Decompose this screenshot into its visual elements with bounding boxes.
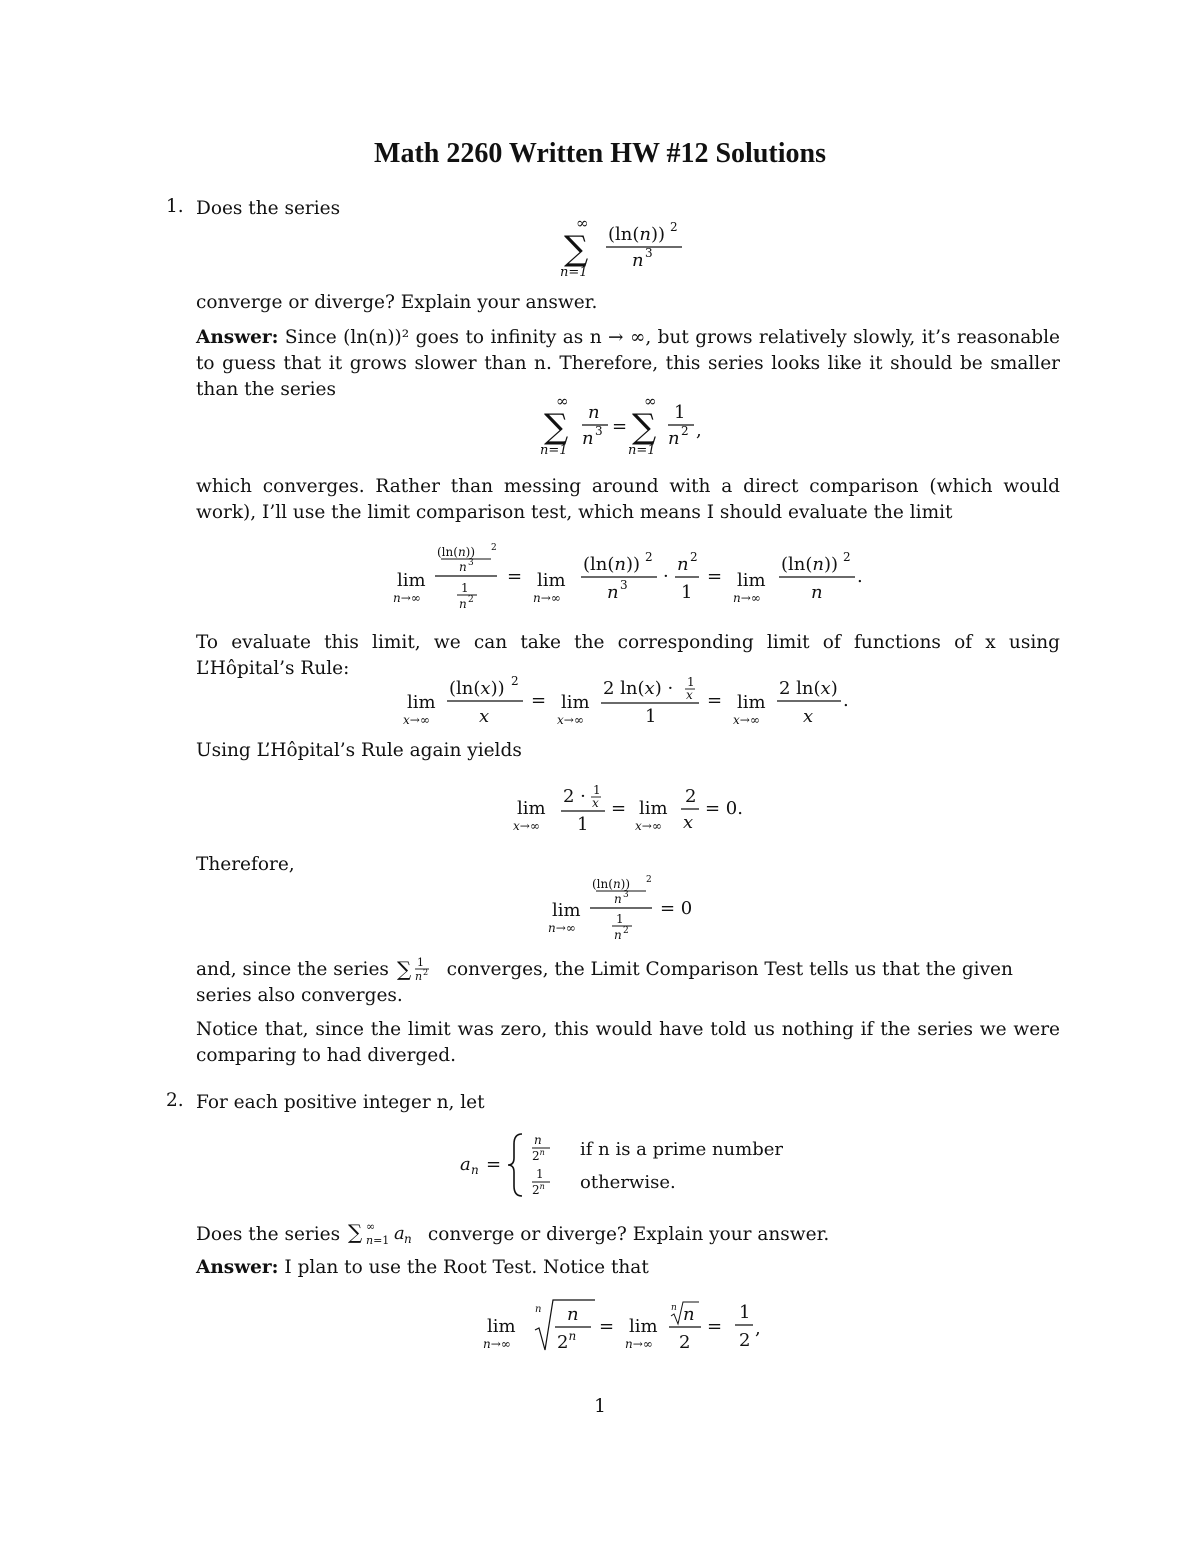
svg-text:n: n — [404, 1232, 412, 1246]
svg-text:1: 1 — [681, 582, 693, 603]
svg-text:2: 2 — [843, 550, 851, 564]
svg-text:n: n — [614, 928, 622, 942]
svg-text:x→∞: x→∞ — [513, 819, 540, 833]
inline-sum-1-over-n2 — [395, 956, 441, 982]
svg-text:a: a — [394, 1223, 405, 1244]
svg-text:=: = — [612, 416, 628, 437]
svg-text:2 ln(x) ·: 2 ln(x) · — [603, 678, 674, 699]
problem-1-answer-p7: Notice that, since the limit was zero, this would have told us nothing if the series we were comparing to had diverged. — [196, 1019, 1060, 1066]
svg-text:∑: ∑ — [396, 957, 412, 981]
svg-text:n: n — [671, 1303, 677, 1313]
svg-text:n→∞: n→∞ — [483, 1337, 511, 1351]
answer-p6-a: and, since the series — [196, 959, 389, 980]
svg-text:2 ·: 2 · — [563, 786, 586, 807]
svg-text:lim: lim — [537, 570, 566, 591]
svg-text:2: 2 — [670, 220, 678, 234]
svg-text:1: 1 — [593, 783, 601, 797]
svg-text:n: n — [567, 1304, 579, 1325]
svg-text:x→∞: x→∞ — [635, 819, 662, 833]
svg-text:=: = — [599, 1316, 615, 1337]
svg-text:n→∞: n→∞ — [548, 921, 576, 935]
svg-text:1: 1 — [416, 956, 424, 969]
svg-text:=: = — [611, 798, 627, 819]
svg-text:lim: lim — [639, 798, 668, 819]
equation-piecewise — [460, 1130, 820, 1200]
inline-sum-an — [346, 1220, 422, 1246]
svg-text:3: 3 — [620, 578, 628, 592]
svg-text:∑: ∑ — [348, 1220, 363, 1244]
equation-root-test — [196, 1296, 1060, 1356]
svg-text:n=1: n=1 — [560, 265, 588, 280]
svg-text:2: 2 — [422, 968, 428, 977]
svg-text:∞: ∞ — [644, 392, 657, 410]
svg-text:∞: ∞ — [556, 392, 569, 410]
piecewise-case-1: if n is a prime number — [580, 1139, 783, 1160]
svg-text:∑: ∑ — [564, 229, 589, 269]
svg-text:= 0: = 0 — [660, 898, 693, 919]
svg-text:=: = — [486, 1154, 502, 1175]
problem-1-number: 1. — [166, 196, 184, 217]
question-tail-b: converge or diverge? Explain your answer. — [427, 1224, 830, 1245]
svg-text:=: = — [531, 690, 547, 711]
svg-text:2: 2 — [739, 1330, 751, 1351]
svg-text:n: n — [668, 428, 680, 449]
svg-text:n: n — [459, 560, 467, 574]
svg-text:(ln(x)): (ln(x)) — [449, 678, 505, 699]
svg-text:n→∞: n→∞ — [625, 1337, 653, 1351]
svg-text:1: 1 — [739, 1302, 751, 1323]
svg-text:3: 3 — [645, 246, 653, 260]
svg-text:1: 1 — [687, 675, 695, 689]
svg-text:∞: ∞ — [576, 214, 589, 232]
problem-1-question-lead: Does the series — [196, 198, 341, 219]
svg-text:a: a — [460, 1154, 471, 1175]
svg-text:∑: ∑ — [544, 407, 569, 447]
svg-text:n: n — [471, 1163, 479, 1177]
svg-text:.: . — [857, 566, 863, 587]
problem-1-answer-p5: Therefore, — [196, 854, 295, 875]
svg-text:n: n — [632, 250, 644, 271]
svg-text:n→∞: n→∞ — [533, 591, 561, 605]
equation-limit-ratio — [196, 540, 1060, 616]
piecewise-case-2: otherwise. — [580, 1172, 676, 1193]
svg-text:∑: ∑ — [632, 407, 657, 447]
svg-text:2: 2 — [690, 550, 698, 564]
svg-text:n: n — [414, 970, 422, 982]
equation-comparison-series — [196, 392, 1060, 460]
svg-text:(ln(n)): (ln(n)) — [583, 554, 641, 575]
svg-text:= 0.: = 0. — [705, 798, 743, 819]
page-number: 1 — [594, 1396, 606, 1417]
svg-text:=: = — [707, 690, 723, 711]
svg-text:2: 2 — [491, 543, 497, 553]
page-title: Math 2260 Written HW #12 Solutions — [374, 138, 826, 169]
svg-text:1: 1 — [536, 1167, 544, 1181]
svg-text:lim: lim — [517, 798, 546, 819]
problem-2-answer-p1 — [196, 1255, 1060, 1281]
answer-p6-b: converges, the Limit Comparison Test tells us that the given series also converges. — [196, 959, 1013, 1006]
svg-text:n→∞: n→∞ — [733, 591, 761, 605]
answer-2-p1: I plan to use the Root Test. Notice that — [284, 1257, 649, 1278]
svg-text:2n: 2$^n$ — [532, 1182, 545, 1197]
svg-text:3: 3 — [595, 424, 603, 438]
svg-text:1: 1 — [674, 402, 686, 423]
svg-text:(ln(n)): (ln(n)) — [608, 224, 666, 245]
svg-text:2: 2 — [646, 875, 652, 885]
svg-text:∞: ∞ — [366, 1220, 376, 1233]
svg-text:n: n — [614, 892, 622, 906]
svg-text:1: 1 — [461, 581, 469, 595]
problem-1-question-tail: converge or diverge? Explain your answer. — [196, 292, 598, 313]
svg-text:·: · — [663, 566, 669, 587]
answer-label-2: Answer: — [196, 1257, 279, 1278]
svg-text:(ln(n)): (ln(n)) — [437, 545, 476, 559]
svg-text:lim: lim — [487, 1316, 516, 1337]
equation-series-1 — [196, 214, 1060, 282]
svg-text:n: n — [534, 1133, 542, 1147]
svg-text:x: x — [683, 812, 694, 833]
svg-text:2: 2 — [645, 550, 653, 564]
svg-text:,: , — [755, 1318, 761, 1339]
svg-text:n: n — [459, 597, 467, 611]
answer-p1-b: to guess that it grows slower than n. Therefore, this series looks like it should be smaller than the series — [196, 353, 1060, 400]
problem-2-number: 2. — [166, 1090, 184, 1111]
svg-text:3: 3 — [623, 890, 629, 900]
svg-text:=: = — [707, 1316, 723, 1337]
svg-text:2 ln(x): 2 ln(x) — [779, 678, 838, 699]
problem-1-answer-p6 — [196, 956, 1060, 1009]
svg-text:lim: lim — [407, 692, 436, 713]
svg-text:2: 2 — [623, 926, 629, 936]
svg-text:3: 3 — [468, 558, 474, 568]
svg-text:2: 2 — [681, 424, 689, 438]
svg-text:2n: 2$^n$ — [557, 1329, 577, 1353]
problem-1-answer-p2: which converges. Rather than messing around with a direct comparison (which would work), I’ll use the limit comparison test, which means I should evaluate the limit — [196, 476, 1060, 523]
svg-text:x→∞: x→∞ — [733, 713, 760, 727]
svg-text:n: n — [677, 554, 689, 575]
equation-lhopital-1 — [196, 674, 1060, 732]
svg-text:lim: lim — [737, 692, 766, 713]
svg-text:2: 2 — [679, 1332, 691, 1353]
svg-text:1: 1 — [645, 706, 657, 727]
answer-label: Answer: — [196, 327, 279, 348]
svg-text:=: = — [707, 566, 723, 587]
equation-lhopital-2 — [196, 782, 1060, 838]
question-tail-a: Does the series — [196, 1224, 341, 1245]
svg-text:n=1: n=1 — [628, 443, 656, 458]
svg-text:n=1: n=1 — [366, 1234, 390, 1246]
svg-text:lim: lim — [561, 692, 590, 713]
svg-text:lim: lim — [552, 900, 581, 921]
svg-text:1: 1 — [616, 912, 624, 926]
svg-text:x: x — [686, 688, 693, 702]
svg-text:n: n — [588, 402, 600, 423]
svg-text:x: x — [592, 796, 599, 810]
problem-2-question-tail — [196, 1220, 1060, 1248]
svg-text:n: n — [535, 1304, 542, 1315]
problem-1-answer-p1 — [196, 325, 1060, 403]
svg-text:(ln(n)): (ln(n)) — [781, 554, 839, 575]
svg-text:lim: lim — [397, 570, 426, 591]
problem-2-question-lead: For each positive integer n, let — [196, 1092, 485, 1113]
svg-text:n→∞: n→∞ — [393, 591, 421, 605]
svg-text:x: x — [803, 706, 814, 727]
svg-text:x→∞: x→∞ — [557, 713, 584, 727]
svg-text:n=1: n=1 — [540, 443, 568, 458]
svg-text:lim: lim — [737, 570, 766, 591]
svg-text:2n: 2$^n$ — [532, 1148, 545, 1163]
svg-text:n: n — [607, 582, 619, 603]
svg-text:lim: lim — [629, 1316, 658, 1337]
answer-p1-a: Since (ln(n))² goes to infinity as n → ∞, but grows relatively slowly, it’s reasonable — [284, 327, 1060, 348]
svg-text:.: . — [843, 690, 849, 711]
svg-text:x: x — [479, 706, 490, 727]
svg-text:x→∞: x→∞ — [403, 713, 430, 727]
svg-text:1: 1 — [577, 814, 589, 835]
svg-text:2: 2 — [685, 786, 697, 807]
svg-text:n: n — [582, 428, 594, 449]
svg-text:2: 2 — [511, 674, 519, 688]
svg-text:,: , — [696, 420, 702, 441]
equation-limit-zero — [196, 874, 1060, 944]
svg-text:2: 2 — [468, 595, 474, 605]
svg-text:n: n — [811, 582, 823, 603]
svg-text:n: n — [683, 1304, 695, 1325]
problem-1-answer-p4: Using L’Hôpital’s Rule again yields — [196, 740, 522, 761]
svg-text:(ln(n)): (ln(n)) — [592, 877, 631, 891]
svg-text:=: = — [507, 566, 523, 587]
problem-1-answer-p3: To evaluate this limit, we can take the corresponding limit of functions of x using L’Hôpital’s Rule: — [196, 632, 1060, 679]
